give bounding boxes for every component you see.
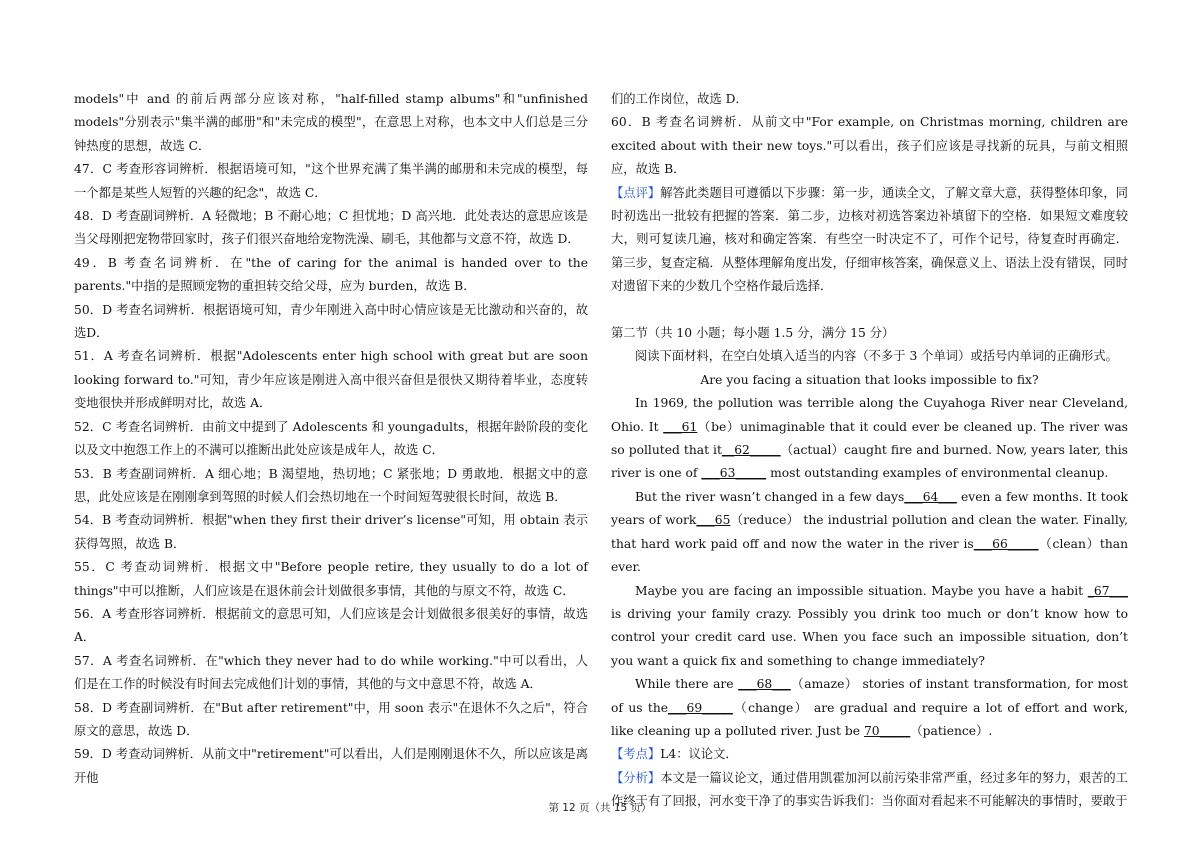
passage-paragraph <box>611 392 1128 486</box>
instruction: 阅读下面材料，在空白处填入适当的内容（不多于 3 个单词）或括号内单词的正确形式。 <box>635 349 1118 364</box>
left-column <box>74 88 588 790</box>
analysis-tag: 【分析】 <box>611 770 661 785</box>
paragraph: 51．A 考查名词辨析．根据"Adolescents enter high school with great but are soon looking forward to."可知，青少年应该是刚进入高中很兴奋但是很快又期待着毕业，态度转变地很快并形成鲜明对比，故选 A． <box>74 349 588 411</box>
paragraph: 们的工作岗位，故选 D． <box>611 92 748 106</box>
blank-70: 70_____ <box>863 723 911 738</box>
passage-title: Are you facing a situation that looks impossible to fix? <box>700 372 1039 387</box>
text: （clean）than ever. <box>611 536 1128 575</box>
paragraph: 52．C 考查名词辨析．由前文中提到了 Adolescents 和 youngadults，根据年龄阶段的变化以及文中抱怨工作上的不满可以推断出此处应该是成年人，故选 C． <box>74 419 588 458</box>
blank-67: _67___ <box>1087 583 1128 598</box>
text: But the river wasn’t changed in a few days <box>635 489 905 504</box>
kaodian-paragraph <box>611 743 1128 766</box>
blank-62: __62_____ <box>721 443 781 458</box>
text: even a few months. It took years of work <box>611 489 1128 528</box>
comment-paragraph <box>611 182 1128 299</box>
paragraph: 53．B 考查副词辨析．A 细心地；B 渴望地，热切地；C 紧张地；D 勇敢地．根据文中的意思，此处应该是在刚刚拿到驾照的时候人们会热切地在一个时间短驾驶很长时间，故选 B． <box>74 466 588 504</box>
spacer <box>611 299 1128 322</box>
paragraph: 60．B 考查名词辨析．从前文中"For example, on Christmas morning, children are excited about with their new toys."可以看出，孩子们应该是寻找新的玩具，与前文相照应，故选 B． <box>611 115 1128 177</box>
text: is driving your family crazy. Possibly you drink too much or don’t know how to control your credit card use. When you face such an impossible situation, don’t you want a quick fix and something to change immediately? <box>611 606 1128 668</box>
paragraph: 48．D 考查副词辨析．A 轻微地；B 不耐心地；C 担忧地；D 高兴地．此处表达的意思应该是当父母刚把宠物带回家时，孩子们很兴奋地给宠物洗澡、刷毛，其他都与文意不符，故选 D． <box>74 209 588 247</box>
right-column <box>611 88 1128 814</box>
comment-tag: 【点评】 <box>611 185 661 200</box>
kaodian-text: L4：议论文． <box>660 747 738 762</box>
page-footer: 第 12 页（共 15 页） <box>548 802 652 814</box>
text: （change） are gradual and require a lot of effort and work, like cleaning up a polluted river. Just be <box>611 700 1128 738</box>
text: （reduce） the industrial pollution and clean the water. Finally, that hard work paid off and now the water in the river is <box>611 513 1128 551</box>
paragraph: 58．D 考查副词辨析．在"But after retirement"中，用 soon 表示"在退休不久之后"，符合原文的意思，故选 D． <box>74 700 588 738</box>
blank-61: ___61 <box>663 419 698 434</box>
paragraph: 56．A 考查形容词辨析．根据前文的意思可知，人们应该是会计划做很多很美好的事情，故选A． <box>74 606 588 645</box>
paragraph: 49．B 考查名词辨析．在"the of caring for the animal is handed over to the parents."中指的是照顾宠物的重担转交给父母，应为 burden，故选 B． <box>74 255 588 294</box>
passage-paragraph <box>611 486 1128 580</box>
blank-69: ___69_____ <box>668 700 733 715</box>
paragraph: 55．C 考查动词辨析．根据文中"Before people retire, they usually to do a lot of things"中可以推断，人们应该是在退休前会计划做很多事情，其他的与原文不符，故选 C． <box>74 560 588 598</box>
blank-66: ___66_____ <box>973 536 1039 551</box>
kaodian-tag: 【考点】 <box>611 747 661 762</box>
text: （be）unimaginable that it could ever be cleaned up. The river was so polluted that it <box>611 419 1128 458</box>
text: （actual）caught fire and burned. Now, years later, this river is one of <box>611 443 1128 481</box>
blank-68: ___68___ <box>738 677 791 692</box>
text: In 1969, the pollution was terrible along the Cuyahoga River near Cleveland, Ohio. It <box>611 396 1128 434</box>
paragraph: 59．D 考查动词辨析．从前文中"retirement"可以看出，人们是刚刚退休不久，所以应该是离开他 <box>74 747 588 785</box>
passage-paragraph <box>611 580 1128 674</box>
blank-64: ___64___ <box>904 489 957 504</box>
text: Maybe you are facing an impossible situation. Maybe you have a habit <box>635 583 1088 598</box>
paragraph: 50．D 考查名词辨析．根据语境可知，青少年刚进入高中时心情应该是无比激动和兴奋的，故选D． <box>74 302 588 341</box>
paragraph: 57．A 考查名词辨析．在"which they never had to do while working."中可以看出，人们是在工作的时候没有时间去完成他们计划的事情，其他的与文中意思不符，故选 A． <box>74 653 588 692</box>
text: While there are <box>635 677 739 692</box>
comment-text: 解答此类题目可遵循以下步骤：第一步，通读全文，了解文章大意，获得整体印象，同时初选出一批较有把握的答案．第二步，边核对初选答案边补填留下的空格．如果短文难度较大，则可复读几遍，核对和确定答案．有些空一时决定不了，可作个记号，待复查时再确定． 第三步，复查定稿．从整体理解角度出发，仔细审核答案，确保意义上、语法上没有错误，同时对遗留下来的少数几个空格作最后选择． <box>611 185 1128 294</box>
paragraph: 47．C 考查形容词辨析．根据语境可知，"这个世界充满了集半满的邮册和未完成的模型，每一个都是某些人短暂的兴趣的纪念"，故选 C． <box>74 162 588 200</box>
passage-paragraph <box>611 673 1128 743</box>
blank-65: ___65 <box>696 513 731 528</box>
blank-63: ___63_____ <box>701 466 767 481</box>
section-title: 第二节（共 10 小题；每小题 1.5 分，满分 15 分） <box>611 326 895 341</box>
text: （patience）. <box>910 723 993 738</box>
paragraph: 54．B 考查动词辨析．根据"when they first their driver’s license"可知，用 obtain 表示获得驾照，故选 B． <box>74 513 588 551</box>
text: most outstanding examples of environmental cleanup. <box>766 466 1109 481</box>
paragraph: models"中 and 的前后两部分应该对称，"half-filled stamp albums"和"unfinished models"分别表示"集半满的邮册"和"未完成的模型"，在意思上对称，也本文中人们总是三分钟热度的思想，故选 C． <box>74 92 588 153</box>
text: （amaze） stories of instant transformation, for most of us the <box>611 677 1128 715</box>
analysis-text: 本文是一篇议论文，通过借用凯霍加河以前污染非常严重，经过多年的努力，艰苦的工作终于有了回报，河水变干净了的事实告诉我们：当你面对看起来不可能解决的事情时，要敢于 <box>611 770 1128 809</box>
